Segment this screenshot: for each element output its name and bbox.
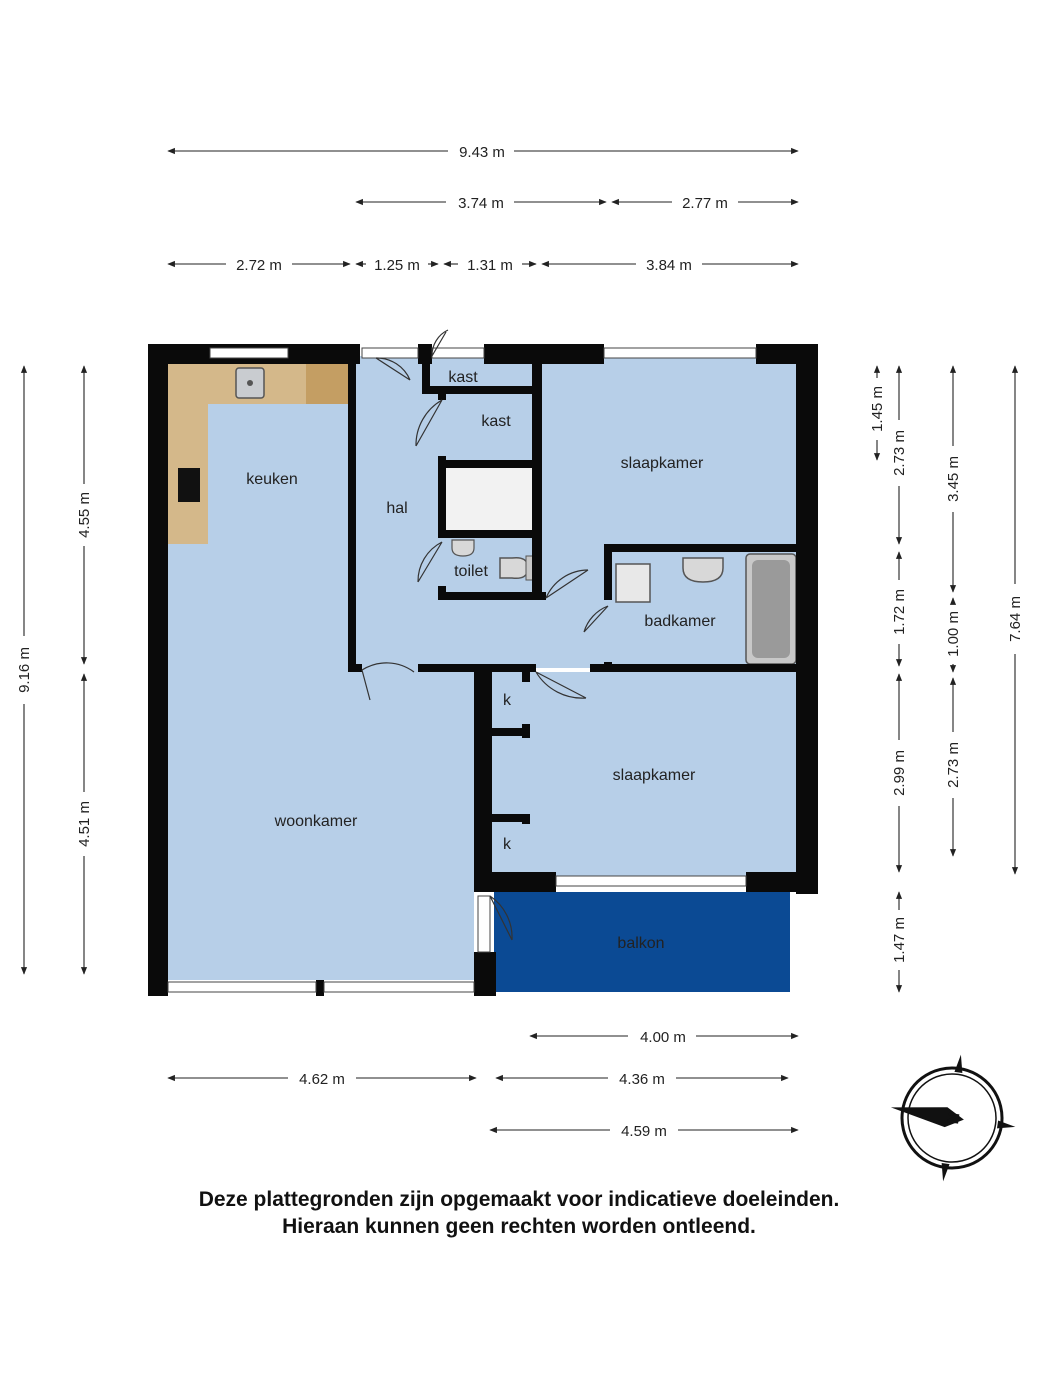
window-slaapkamer-top — [604, 348, 756, 358]
compass-letter: N — [943, 1111, 962, 1125]
toilet-bowl-icon — [500, 558, 528, 579]
wall-kast-bottom — [438, 460, 536, 468]
floor-storage — [444, 466, 532, 532]
dim-label-top-b: 1.25 m — [374, 257, 420, 274]
sink-drain-icon — [247, 380, 253, 386]
wall-k-mid — [484, 728, 530, 736]
wall-keuken-hal — [348, 356, 356, 672]
dim-label-right-b: 2.73 m — [891, 430, 908, 476]
floor-slaapkamer-top — [536, 356, 806, 552]
wall-kast-left-a — [438, 394, 446, 400]
compass-icon — [882, 1046, 1025, 1190]
room-label-kast: kast — [481, 413, 511, 430]
dim-label-top-total: 9.43 m — [459, 144, 505, 161]
toilet-washbasin-icon — [452, 540, 474, 556]
wall-outer-bottom-c — [474, 952, 496, 996]
counter-left — [168, 364, 208, 544]
stove-icon — [178, 468, 200, 502]
dim-label-bottom-a: 4.00 m — [640, 1029, 686, 1046]
dim-label-top-d: 3.84 m — [646, 257, 692, 274]
bathtub-inner-icon — [752, 560, 790, 658]
disclaimer-line-2: Hieraan kunnen geen rechten worden ontleend. — [282, 1215, 756, 1238]
dim-label-top-mid-right: 2.77 m — [682, 195, 728, 212]
dim-label-right-e: 1.47 m — [891, 917, 908, 963]
wall-outer-bottom-a — [148, 986, 168, 996]
wall-bad-top — [604, 544, 806, 552]
room-label-toilet: toilet — [454, 563, 488, 580]
wall-hal-bottom-a — [348, 664, 362, 672]
shower-icon — [616, 564, 650, 602]
disclaimer-line-1: Deze plattegronden zijn opgemaakt voor indicatieve doeleinden. — [198, 1188, 840, 1211]
room-label-k-bottom: k — [503, 836, 511, 853]
window-kast — [432, 348, 484, 358]
wall-hal-right — [532, 356, 542, 600]
wall-storage-bottom — [438, 530, 536, 538]
wall-toilet-bottom — [438, 592, 546, 600]
dim-label-left-total: 9.16 m — [16, 647, 33, 693]
wall-k-right-a — [522, 672, 530, 682]
wall-outer-bottom-b — [316, 980, 324, 996]
room-label-keuken: keuken — [246, 471, 298, 488]
dim-label-left-upper: 4.55 m — [76, 492, 93, 538]
dim-label-right-h: 2.73 m — [945, 742, 962, 788]
room-label-k-top: k — [503, 692, 511, 709]
wall-k-right-c — [522, 814, 530, 824]
dim-label-right-d: 2.99 m — [891, 750, 908, 796]
window-keuken — [210, 348, 288, 358]
wall-bad-left-a — [604, 544, 612, 600]
wall-hal-bottom-b — [418, 664, 536, 672]
dim-label-bottom-d: 4.59 m — [621, 1123, 667, 1140]
room-label-balkon: balkon — [617, 935, 665, 952]
dim-label-right-total: 7.64 m — [1007, 596, 1024, 642]
dim-label-top-a: 2.72 m — [236, 257, 282, 274]
dim-label-right-c: 1.72 m — [891, 589, 908, 635]
dim-label-top-mid-left: 3.74 m — [458, 195, 504, 212]
wall-k-left — [484, 672, 492, 872]
room-label-woonkamer: woonkamer — [274, 813, 358, 830]
dim-label-right-a: 1.45 m — [869, 386, 886, 432]
wall-kast-top-bottom — [422, 386, 534, 394]
window-balkon-door — [478, 896, 490, 952]
dim-label-right-g: 1.00 m — [945, 611, 962, 657]
room-label-kast-top: kast — [448, 369, 478, 386]
room-label-slaapkamer-top: slaapkamer — [620, 455, 704, 472]
wall-outer-right — [796, 344, 818, 894]
wall-outer-left — [148, 344, 168, 996]
dim-label-bottom-b: 4.62 m — [299, 1071, 345, 1088]
dim-label-left-lower: 4.51 m — [76, 801, 93, 847]
room-label-badkamer: badkamer — [644, 613, 716, 630]
room-label-hal: hal — [386, 500, 408, 517]
window-slaapkamer-bottom — [556, 876, 746, 886]
washbasin-icon — [683, 558, 723, 582]
wall-slaapkamer-bottom-b — [746, 872, 818, 892]
room-label-slaapkamer-bottom: slaapkamer — [612, 767, 696, 784]
wall-outer-top-c — [484, 344, 604, 364]
window-woonkamer-a — [168, 982, 316, 992]
dim-label-right-f: 3.45 m — [945, 456, 962, 502]
dim-label-bottom-c: 4.36 m — [619, 1071, 665, 1088]
window-hal — [362, 348, 418, 358]
dim-label-top-c: 1.31 m — [467, 257, 513, 274]
wall-hal-bottom-c — [590, 664, 806, 672]
counter-corner — [306, 364, 348, 404]
wall-bad-left-b — [604, 662, 612, 672]
window-woonkamer-b — [324, 982, 474, 992]
